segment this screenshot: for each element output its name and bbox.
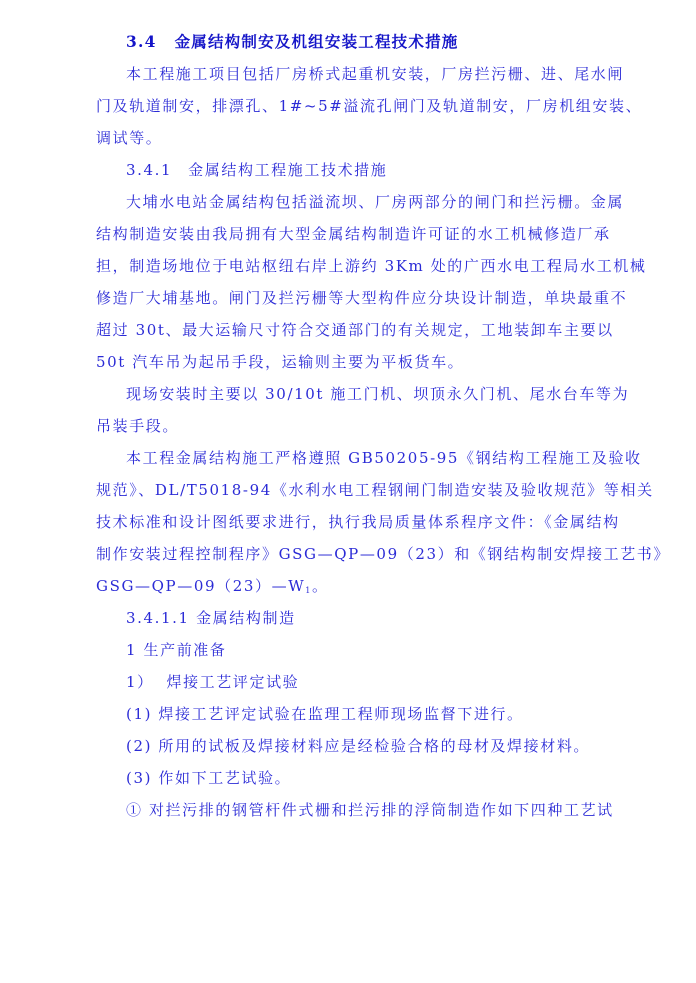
text-line: 结构制造安装由我局拥有大型金属结构制造许可证的水工机械修造厂承 [96, 225, 611, 243]
reference-code: GSG—QP—09（23）—W [96, 577, 306, 595]
subsubsection-title: 金属结构制造 [196, 609, 296, 627]
paragraph-1 [96, 186, 647, 378]
text-line: 50t 汽车吊为起吊手段，运输则主要为平板货车。 [96, 353, 465, 371]
document-page [96, 26, 671, 826]
text-line: 修造厂大埔基地。闸门及拦污栅等大型构件应分块设计制造，单块最重不 [96, 289, 628, 307]
list-item: (1) 焊接工艺评定试验在监理工程师现场监督下进行。 [126, 705, 524, 723]
subsection-heading [96, 154, 606, 186]
paragraph-2 [96, 378, 630, 442]
text-line: 本工程施工项目包括厂房桥式起重机安装，厂房拦污栅、进、尾水闸 [126, 65, 625, 83]
subscript: 1 [305, 586, 312, 595]
list-level1: 1 生产前准备 [126, 641, 227, 659]
intro-paragraph [96, 58, 643, 154]
section-heading [96, 26, 606, 58]
section-number: 3.4 [126, 32, 157, 51]
period: 。 [311, 577, 329, 595]
text-line: 大埔水电站金属结构包括溢流坝、厂房两部分的闸门和拦污栅。金属 [126, 193, 625, 211]
list-level2: 1） 焊接工艺评定试验 [126, 673, 300, 691]
paragraph-3 [96, 442, 671, 602]
text-line: 担，制造场地位于电站枢纽右岸上游约 3Km 处的广西水电工程局水工机械 [96, 257, 647, 275]
subsubsection-heading [96, 602, 606, 634]
subsubsection-number: 3.4.1.1 [126, 609, 190, 627]
subsection-number: 3.4.1 [126, 161, 173, 179]
text-line: 调试等。 [96, 129, 163, 147]
list-item: ① 对拦污排的钢管杆件式栅和拦污排的浮筒制造作如下四种工艺试 [126, 801, 614, 819]
list-item: (2) 所用的试板及焊接材料应是经检验合格的母材及焊接材料。 [126, 737, 591, 755]
text-line: 规范》、DL/T5018-94《水利水电工程钢闸门制造安装及验收规范》等相关 [96, 481, 654, 499]
text-line: 吊装手段。 [96, 417, 180, 435]
text-line: 制作安装过程控制程序》GSG—QP—09（23）和《钢结构制安焊接工艺书》 [96, 545, 671, 563]
subsection-title: 金属结构工程施工技术措施 [188, 161, 388, 179]
text-line: 本工程金属结构施工严格遵照 GB50205-95《钢结构工程施工及验收 [126, 449, 642, 467]
text-line: 现场安装时主要以 30/10t 施工门机、坝顶永久门机、尾水台车等为 [126, 385, 630, 403]
text-line: 技术标准和设计图纸要求进行，执行我局质量体系程序文件：《金属结构 [96, 513, 620, 531]
text-line: 超过 30t、最大运输尺寸符合交通部门的有关规定，工地装卸车主要以 [96, 321, 614, 339]
text-line [96, 570, 606, 602]
section-title: 金属结构制安及机组安装工程技术措施 [174, 32, 459, 51]
text-line: 门及轨道制安，排漂孔、1#~5#溢流孔闸门及轨道制安，厂房机组安装、 [96, 97, 643, 115]
list-item: (3) 作如下工艺试验。 [126, 769, 292, 787]
